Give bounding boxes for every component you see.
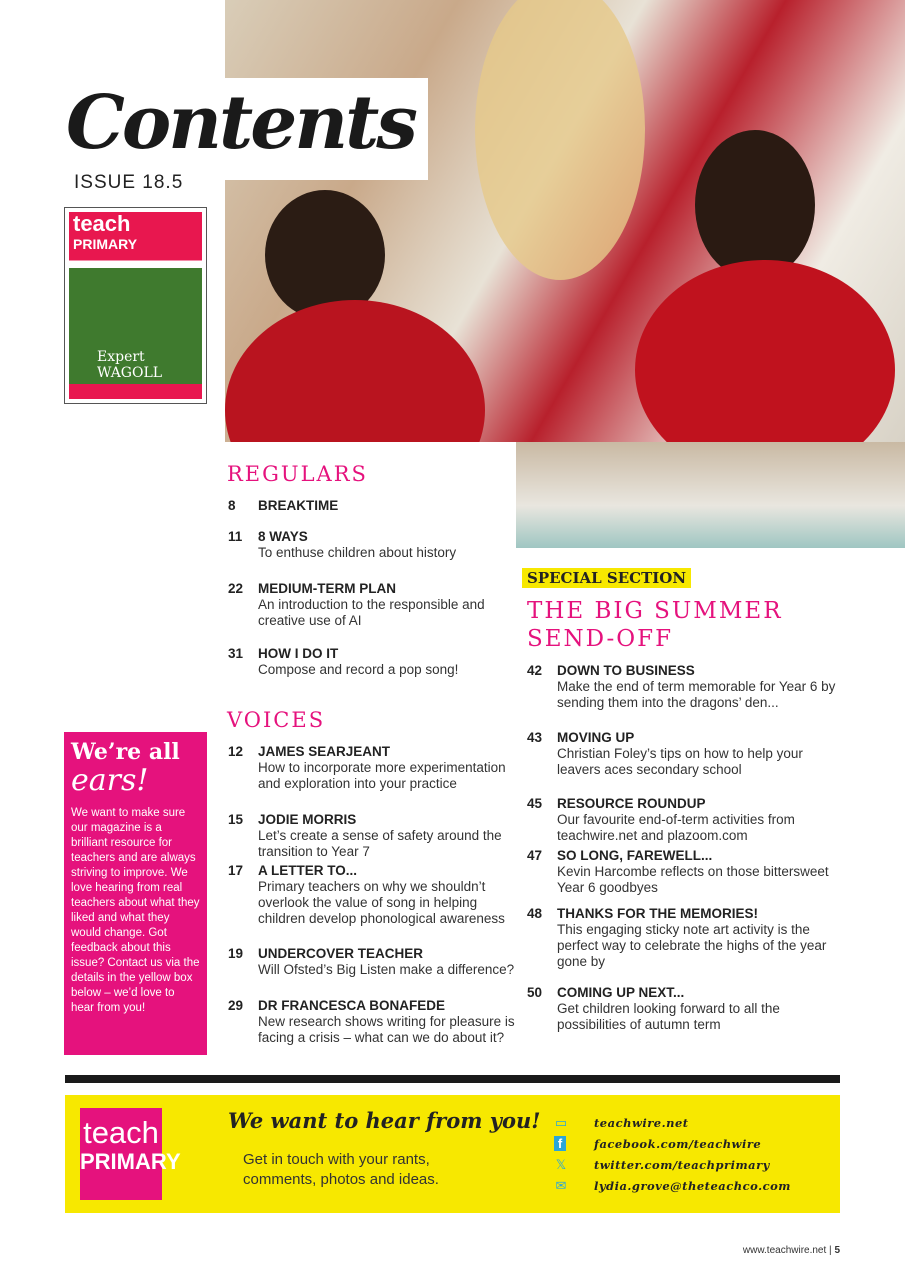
special-heading-line1: THE BIG SUMMER [527,598,783,624]
contact-text: facebook.com/teachwire [594,1136,762,1151]
item-description: Let’s create a sense of safety around the transition to Year 7 [258,828,502,859]
item-title: MEDIUM-TERM PLAN [258,581,396,596]
contents-item[interactable] [527,848,847,896]
page-number: 47 [527,848,543,863]
item-title: DR FRANCESCA BONAFEDE [258,998,446,1013]
page-number: 31 [228,646,244,661]
item-title: DOWN TO BUSINESS [557,663,695,678]
item-title: JODIE MORRIS [258,812,357,827]
logo-bottom: PRIMARY [80,1149,181,1174]
contact-list [554,1112,791,1196]
contents-item[interactable] [228,529,518,561]
page-number: 29 [228,998,244,1013]
contact-email[interactable] [554,1175,791,1196]
section-heading-voices: VOICES [227,708,326,732]
item-title: THANKS FOR THE MEMORIES! [557,906,758,921]
item-description: An introduction to the responsible and creative use of AI [258,597,485,628]
contents-item[interactable] [527,796,847,844]
classroom-photo-lower [516,442,905,548]
page-number: 19 [228,946,244,961]
folio-page: 5 [834,1245,840,1256]
contact-headline: We want to hear from you! [228,1108,541,1133]
item-description: Compose and record a pop song! [258,662,459,677]
contents-item[interactable] [527,663,847,711]
section-heading-regulars: REGULARS [227,462,368,486]
item-title: UNDERCOVER TEACHER [258,946,424,961]
page-number: 12 [228,744,244,759]
page-number: 11 [228,529,243,544]
item-title: 8 WAYS [258,529,308,544]
item-title: RESOURCE ROUNDUP [557,796,706,811]
item-description: Christian Foley’s tips on how to help your leavers aces secondary school [557,746,803,777]
item-title: SO LONG, FAREWELL... [557,848,713,863]
item-description: Kevin Harcombe reflects on those bittersweet Year 6 goodbyes [557,864,829,895]
contents-item[interactable] [228,863,518,927]
contents-item[interactable] [527,985,847,1033]
issue-number: ISSUE 18.5 [74,172,184,193]
facebook-icon: f [554,1136,566,1151]
page-number: 15 [228,812,244,827]
contact-text: teachwire.net [594,1115,689,1130]
cover-headline: Expert WAGOLL [97,349,163,381]
contact-facebook[interactable] [554,1133,791,1154]
item-description: Make the end of term memorable for Year 6 by sending them into the dragons’ den... [557,679,836,710]
logo-top: teach [83,1115,159,1150]
folio-site: www.teachwire.net | [742,1245,835,1256]
feedback-heading: We’re all [71,739,180,765]
special-heading [527,597,783,653]
item-description: To enthuse children about history [258,545,457,560]
classroom-photo [225,0,905,442]
cover-brand: teach [73,211,131,236]
contact-text: lydia.grove@theteachco.com [594,1178,791,1193]
contact-twitter[interactable] [554,1154,791,1175]
feedback-body: We want to make sure our magazine is a brilliant resource for teachers and are always striving to improve. We love hearing from real teachers about what they liked and what they would change. Got feedback about this issue? Contact us via the details in the yellow box below – we’d love to hear from you! [71,807,200,1014]
page-number: 42 [527,663,543,678]
contact-website[interactable] [554,1112,791,1133]
x-icon: 𝕏 [555,1156,567,1172]
page-number: 50 [527,985,543,1000]
page-number: 17 [228,863,244,878]
page-number: 45 [527,796,543,811]
item-description: Will Ofsted’s Big Listen make a difference? [258,962,515,977]
page-title: Contents [66,80,415,166]
item-title: COMING UP NEXT... [557,985,685,1000]
item-description: Primary teachers on why we shouldn’t overlook the value of song in helping children develop phonological awareness [258,879,505,926]
item-description: This engaging sticky note art activity is the perfect way to celebrate the highs of the year gone by [557,922,827,969]
item-description: New research shows writing for pleasure is facing a crisis – what can we do about it? [258,1014,515,1045]
divider-bar [65,1075,840,1083]
page-number: 22 [228,581,244,596]
mail-icon: ✉ [555,1177,567,1193]
item-description: Our favourite end-of-term activities from teachwire.net and plazoom.com [557,812,795,843]
contents-item[interactable] [228,744,518,792]
special-heading-line2: SEND-OFF [527,626,674,652]
feedback-box [64,732,207,1055]
page-folio [743,1245,840,1256]
item-title: JAMES SEARJEANT [258,744,391,759]
page-number: 8 [228,498,236,513]
item-title: BREAKTIME [258,498,339,513]
teach-primary-logo [80,1108,181,1200]
contact-text: twitter.com/teachprimary [594,1157,770,1172]
cover-thumbnail [64,207,207,404]
contents-item[interactable] [228,998,518,1046]
monitor-icon: ▭ [554,1114,568,1130]
item-title: HOW I DO IT [258,646,339,661]
contents-item[interactable] [527,730,847,778]
contents-item[interactable] [228,812,518,860]
item-title: MOVING UP [557,730,635,745]
special-section-label: SPECIAL SECTION [522,568,691,588]
item-description: Get children looking forward to all the possibilities of autumn term [557,1001,780,1032]
feedback-heading-script: ears! [71,763,149,798]
contents-item[interactable] [228,946,518,978]
contents-item[interactable] [228,646,518,678]
contents-item[interactable] [228,498,518,514]
contact-subtext: Get in touch with your rants, comments, photos and ideas. [243,1151,439,1188]
contents-item[interactable] [527,906,847,970]
cover-brand-sub: PRIMARY [73,236,138,252]
contents-item[interactable] [228,581,518,629]
page-number: 48 [527,906,543,921]
item-title: A LETTER TO... [258,863,358,878]
page-number: 43 [527,730,543,745]
item-description: How to incorporate more experimentation and exploration into your practice [258,760,506,791]
